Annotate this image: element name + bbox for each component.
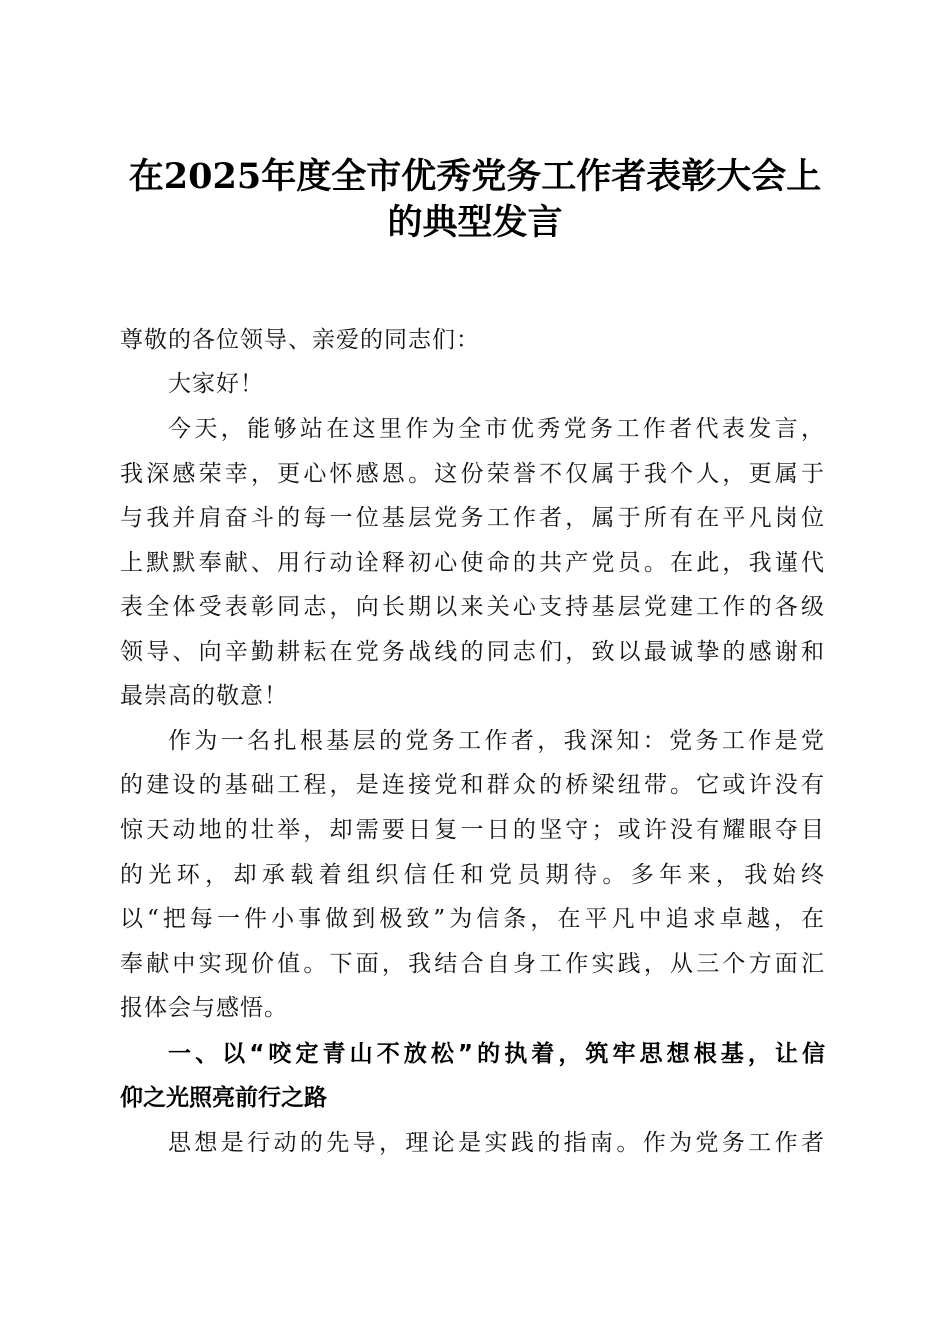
paragraph-2-line: 以“把每一件小事做到极致”为信条，在平凡中追求卓越，在 [120,906,825,932]
paragraph-1-line: 领导、向辛勤耕耘在党务战线的同志们，致以最诚挚的感谢和 [120,639,825,665]
paragraph-2-line: 的光环，却承载着组织信任和党员期待。多年来，我始终 [120,862,825,888]
paragraph-1-line: 表全体受表彰同志，向长期以来关心支持基层党建工作的各级 [120,594,825,620]
section-heading-1-line: 仰之光照亮前行之路 [120,1085,327,1111]
paragraph-1-line: 与我并肩奋斗的每一位基层党务工作者，属于所有在平凡岗位 [120,505,825,531]
paragraph-3-line: 思想是行动的先导，理论是实践的指南。作为党务工作者 [168,1130,825,1156]
document-title-line-1: 在2025年度全市优秀党务工作者表彰大会上 [128,156,822,197]
paragraph-2-line: 报体会与感悟。 [120,995,288,1021]
section-heading-1-line: 一、以“咬定青山不放松”的执着，筑牢思想根基，让信 [168,1041,825,1067]
paragraph-1-line: 最崇高的敬意！ [120,683,288,709]
paragraph-2-line: 奉献中实现价值。下面，我结合自身工作实践，从三个方面汇 [120,951,825,977]
paragraph-1-line: 上默默奉献、用行动诠释初心使命的共产党员。在此，我谨代 [120,550,825,576]
paragraph-1-line: 今天，能够站在这里作为全市优秀党务工作者代表发言， [168,416,825,442]
paragraph-1-line: 我深感荣幸，更心怀感恩。这份荣誉不仅属于我个人，更属于 [120,461,825,487]
paragraph-2-line: 作为一名扎根基层的党务工作者，我深知：党务工作是党 [168,728,825,754]
document-title-line-2: 的典型发言 [387,202,563,243]
greeting: 大家好！ [168,371,264,397]
salutation: 尊敬的各位领导、亲爱的同志们： [120,327,480,353]
paragraph-2-line: 的建设的基础工程，是连接党和群众的桥梁纽带。它或许没有 [120,772,825,798]
paragraph-2-line: 惊天动地的壮举，却需要日复一日的坚守；或许没有耀眼夺目 [120,817,825,843]
